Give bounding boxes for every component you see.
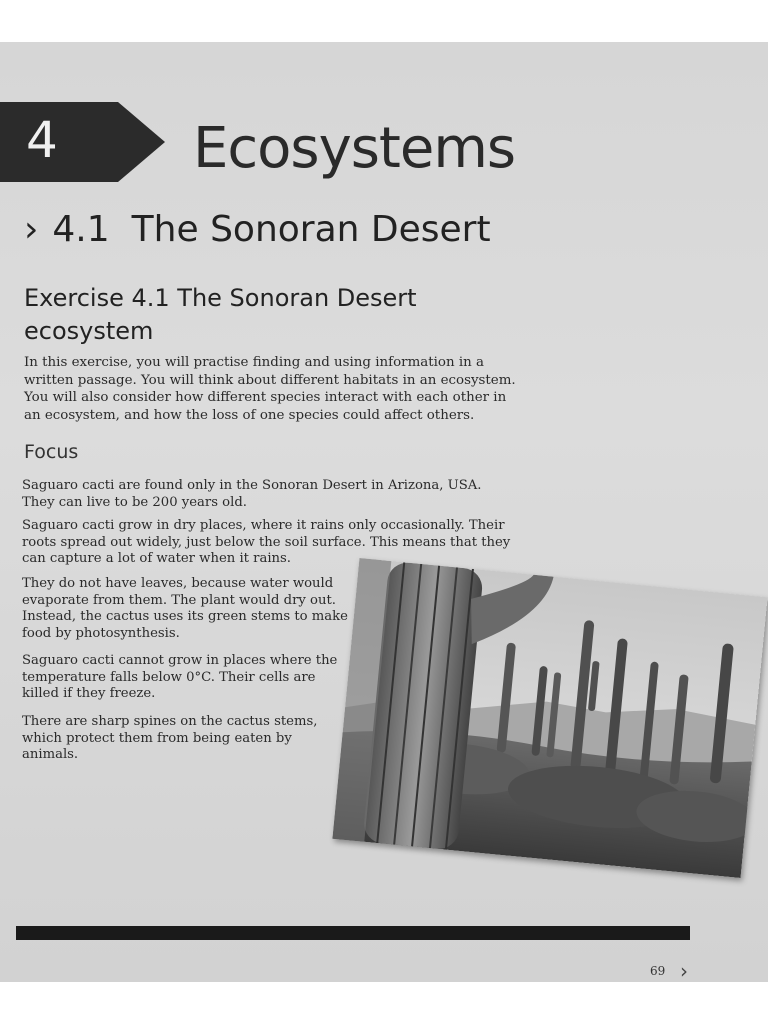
focus-paragraph: They do not have leaves, because water would evaporate from them. The plant would dry out. Instead, the cactus uses its green stems to make food by photosynthesis.	[22, 576, 348, 641]
chevron-right-icon: ›	[680, 959, 688, 982]
exercise-intro: In this exercise, you will practise finding and using information in a written passage. You will think about different habitats in an ecosystem. You will also consider how different species interact with each other in an ecosystem, and how the loss of one species could affect others.	[24, 355, 516, 423]
focus-paragraph: Saguaro cacti grow in dry places, where it rains only occasionally. Their roots spread out widely, just below the soil surface. This means that they can capture a lot of water when it rains.	[22, 518, 511, 566]
chapter-title: Ecosystems	[193, 116, 516, 181]
focus-heading: Focus	[24, 441, 79, 463]
section-heading	[24, 206, 491, 254]
page-number: 69	[650, 964, 666, 978]
focus-paragraph: Saguaro cacti cannot grow in places where the temperature falls below 0°C. Their cells are killed if they freeze.	[22, 653, 338, 701]
focus-paragraph: Saguaro cacti are found only in the Sonoran Desert in Arizona, USA. They can live to be 200 years old.	[22, 478, 482, 510]
section-title: The Sonoran Desert	[131, 209, 491, 250]
focus-paragraph: There are sharp spines on the cactus stems, which protect them from being eaten by animals.	[22, 714, 318, 762]
book-page	[0, 42, 768, 982]
footer-bar	[16, 926, 690, 940]
exercise-title: Exercise 4.1 The Sonoran Desert ecosystem	[24, 284, 417, 345]
saguaro-cactus-photo	[332, 558, 767, 878]
chapter-tab-arrow-shape	[0, 102, 165, 182]
chapter-number: 4	[26, 111, 58, 169]
chapter-tab	[0, 102, 165, 182]
section-number: 4.1	[52, 209, 110, 250]
chevron-right-icon: ›	[24, 209, 39, 250]
